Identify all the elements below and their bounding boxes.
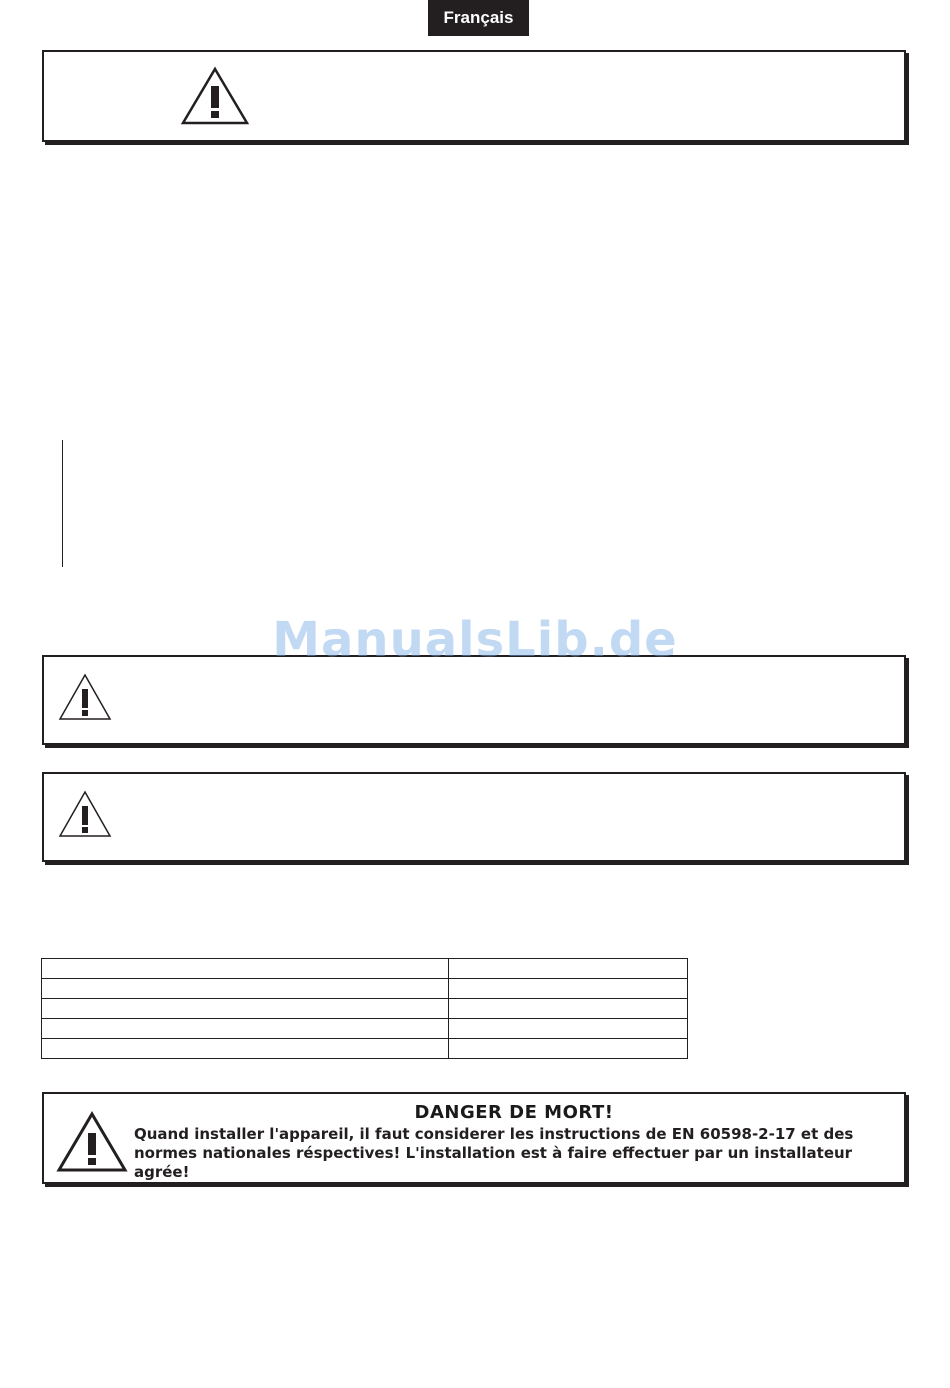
table-row — [42, 999, 688, 1019]
warning-box-middle-1 — [42, 655, 906, 745]
danger-text-line-1: Quand installer l'appareil, il faut considerer les instructions de EN 60598-2-17 et des — [134, 1125, 854, 1143]
warning-box-middle-2 — [42, 772, 906, 862]
watermark: ManualsLib.de — [272, 612, 678, 668]
table-cell — [449, 1019, 688, 1039]
table-cell — [42, 979, 449, 999]
table-cell — [42, 999, 449, 1019]
language-tab: Français — [428, 0, 529, 36]
danger-box — [42, 1092, 906, 1184]
table-cell — [449, 979, 688, 999]
warning-triangle-icon — [180, 66, 250, 126]
warning-triangle-icon — [58, 790, 112, 838]
table-cell — [449, 1039, 688, 1059]
spec-table — [41, 958, 688, 1059]
danger-text — [134, 1125, 894, 1182]
warning-box-top — [42, 50, 906, 142]
danger-text-line-2: normes nationales réspectives! L'installation est à faire effectuer par un installateur agrée! — [134, 1144, 853, 1181]
table-row — [42, 1019, 688, 1039]
warning-triangle-icon — [58, 673, 112, 721]
danger-title: DANGER DE MORT! — [414, 1102, 614, 1123]
table-cell — [449, 999, 688, 1019]
table-cell — [449, 959, 688, 979]
margin-rule — [62, 440, 63, 567]
table-cell — [42, 1019, 449, 1039]
table-row — [42, 959, 688, 979]
table-row — [42, 1039, 688, 1059]
table-cell — [42, 1039, 449, 1059]
table-row — [42, 979, 688, 999]
table-cell — [42, 959, 449, 979]
